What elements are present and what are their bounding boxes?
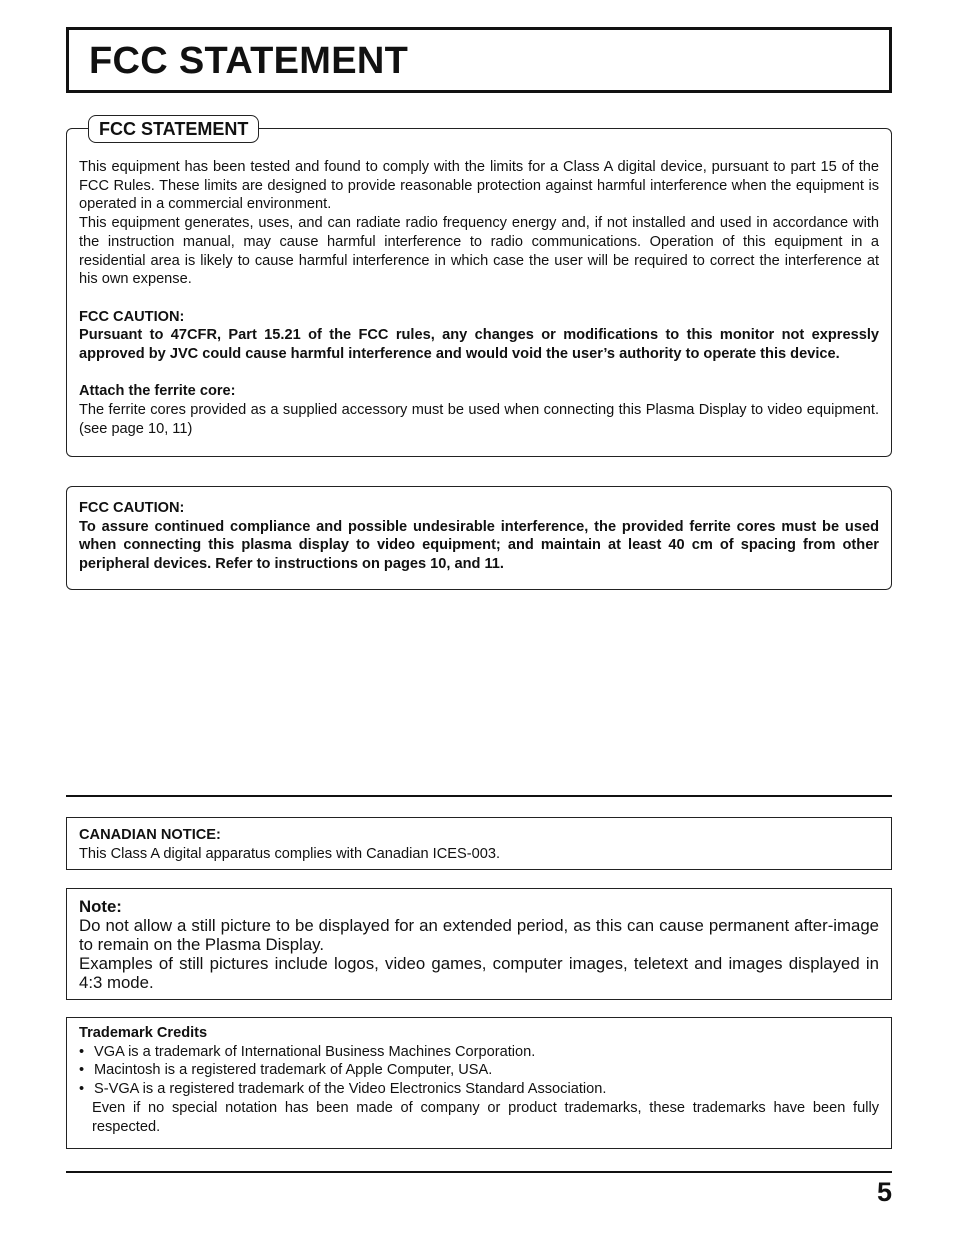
list-item [79,1080,879,1099]
canadian-notice-heading: CANADIAN NOTICE: [79,827,221,843]
page-number: 5 [876,1177,892,1207]
note-heading: Note: [79,897,122,916]
trademark-item-text: Macintosh is a registered trademark of Apple Computer, USA. [94,1062,493,1079]
list-item [79,1061,879,1080]
trademark-heading: Trademark Credits [79,1025,208,1041]
caution-box-text: To assure continued compliance and possible undesirable interference, the provided ferrite cores must be used when connecting this plasma display to video equipment; and maintain at least 40 cm of spacing from other peripheral devices. Refer to instructions on pages 10, and 11. [79,518,879,573]
trademark-item-text: S-VGA is a registered trademark of the Video Electronics Standard Association. [94,1081,607,1098]
ferrite-text: The ferrite cores provided as a supplied accessory must be used when connecting this Plasma Display to video equipment. (see page 10, 11) [79,402,879,437]
canadian-notice-text: This Class A digital apparatus complies with Canadian ICES-003. [79,845,501,862]
page-title: FCC STATEMENT [89,40,409,82]
fcc-caution-box-body [79,499,879,574]
bullet-icon: • [79,1081,85,1098]
note-body [79,897,879,992]
trademark-list [79,1043,879,1099]
canadian-notice-body [79,826,879,863]
fcc-statement-tab-label: FCC STATEMENT [88,115,259,143]
trademark-item-text: VGA is a trademark of International Business Machines Corporation. [94,1043,536,1060]
list-item [79,1043,879,1062]
fcc-paragraph-1: This equipment has been tested and found to comply with the limits for a Class A digital device, pursuant to part 15 of the FCC Rules. These limits are designed to provide reasonable protection against harmful interference when the equipment is operated in a commercial environment. [79,159,879,213]
trademark-footer-text: Even if no special notation has been made of company or product trademarks, these trademarks have been fully respected. [92,1099,879,1135]
note-paragraph-2: Examples of still pictures include logos, video games, computer images, teletext and images displayed in 4:3 mode. [79,954,879,992]
page-title-box [66,27,892,93]
fcc-statement-body [79,158,879,439]
note-paragraph-1: Do not allow a still picture to be displayed for an extended period, as this can cause permanent after-image to remain on the Plasma Display. [79,916,879,954]
ferrite-heading: Attach the ferrite core: [79,383,236,400]
fcc-caution-heading: FCC CAUTION: [79,308,185,325]
footer-divider [66,1171,892,1173]
bullet-icon: • [79,1062,85,1079]
trademark-credits-body [79,1024,879,1136]
fcc-paragraph-2: This equipment generates, uses, and can radiate radio frequency energy and, if not installed and used in accordance with the instruction manual, may cause harmful interference to radio communications. Operation of this equipment in a residential area is likely to cause harmful interference in which case the user will be required to correct the interference at his own expense. [79,215,879,288]
fcc-caution-text: Pursuant to 47CFR, Part 15.21 of the FCC rules, any changes or modifications to this monitor not expressly approved by JVC could cause harmful interference and would void the user’s authority to operate this device. [79,327,879,363]
bullet-icon: • [79,1043,85,1060]
caution-box-heading: FCC CAUTION: [79,500,185,516]
section-divider [66,795,892,797]
